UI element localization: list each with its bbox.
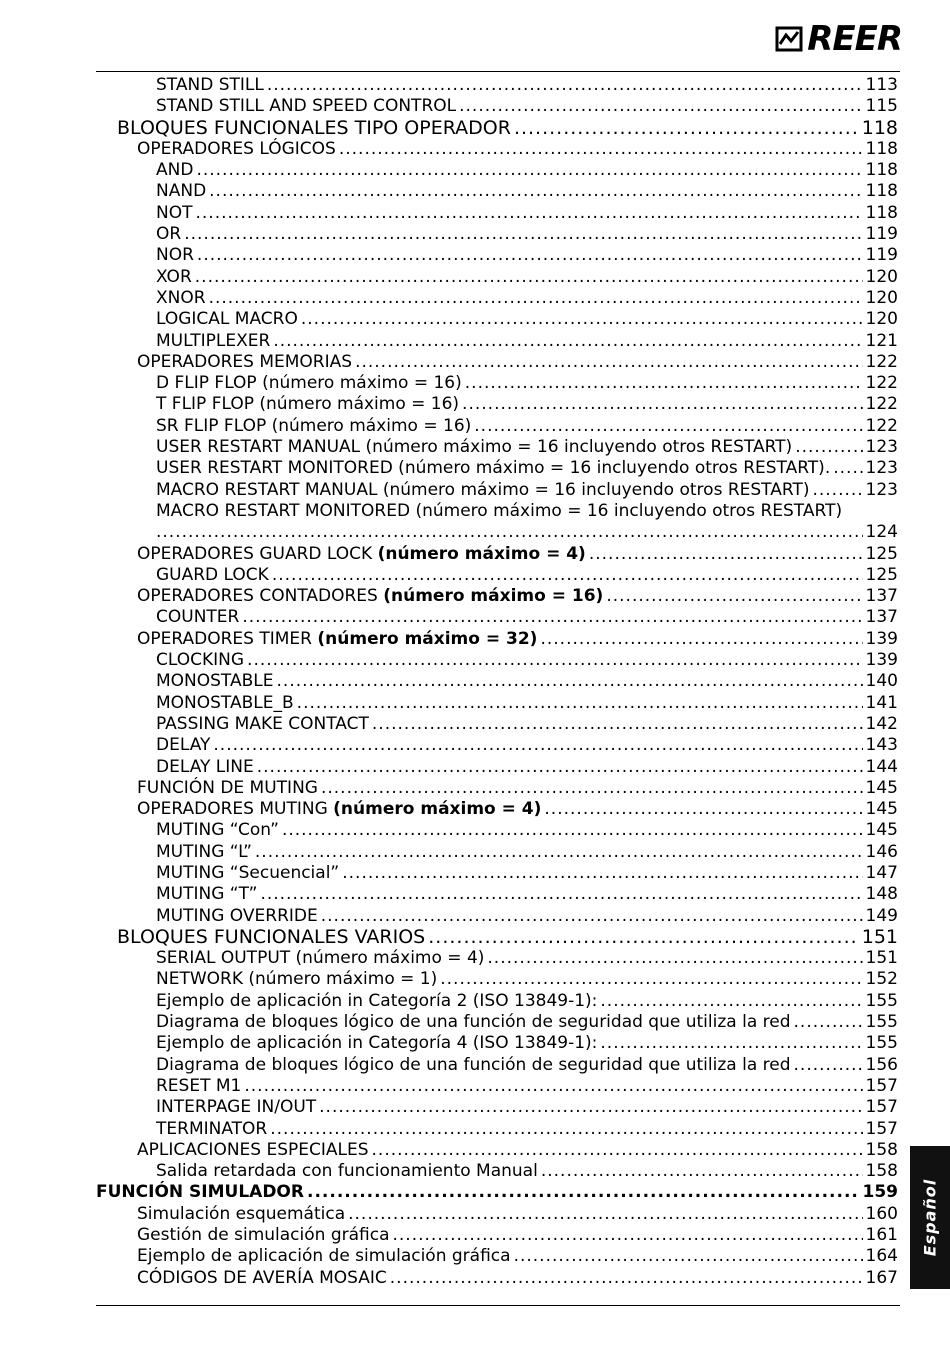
toc-entry-title: Salida retardada con funcionamiento Manual (156, 1161, 538, 1182)
toc-entry-title: BLOQUES FUNCIONALES VARIOS (117, 925, 426, 948)
toc-entry-title: OPERADORES LÓGICOS (137, 138, 336, 159)
toc-entry-page: 118 (865, 138, 898, 159)
toc-leader-dots (156, 522, 863, 543)
brand-name: REER (807, 19, 902, 59)
toc-entry[interactable] (96, 1076, 898, 1097)
toc-entry-title: NAND (156, 181, 207, 202)
toc-entry[interactable] (96, 693, 898, 714)
toc-entry[interactable] (96, 1012, 898, 1033)
toc-entry-title: MUTING “T” (156, 884, 258, 905)
toc-entry[interactable] (96, 203, 898, 224)
toc-entry-page: 123 (865, 437, 898, 458)
toc-entry-page: 156 (865, 1054, 898, 1075)
toc-entry-page: 157 (865, 1075, 898, 1096)
toc-entry[interactable] (96, 842, 898, 863)
toc-entry-page: 164 (865, 1246, 898, 1267)
toc-leader-dots (184, 224, 862, 245)
toc-leader-dots (541, 1161, 863, 1182)
toc-leader-dots (282, 820, 863, 841)
toc-entry-page: 143 (865, 735, 898, 756)
language-tab-label: Español (920, 1178, 940, 1257)
toc-leader-dots (440, 969, 862, 990)
toc-entry[interactable] (96, 714, 898, 735)
toc-entry[interactable] (96, 671, 898, 692)
toc-entry[interactable] (96, 1119, 898, 1140)
toc-leader-dots (272, 565, 863, 586)
toc-entry-title: NETWORK (número máximo = 1) (156, 969, 438, 990)
toc-entry-page: 119 (865, 224, 898, 245)
toc-leader-dots (321, 906, 863, 927)
toc-entry-title: OPERADORES CONTADORES (número máximo = 16) (137, 586, 604, 607)
toc-entry-title: COUNTER (156, 607, 240, 628)
toc-leader-dots (794, 1055, 863, 1076)
toc-entry-title: APLICACIONES ESPECIALES (137, 1139, 369, 1160)
toc-entry-page: 139 (865, 628, 898, 649)
toc-entry[interactable] (96, 1140, 898, 1161)
toc-leader-dots (600, 1033, 862, 1054)
toc-entry[interactable] (96, 586, 898, 607)
toc-entry-title: MONOSTABLE (156, 671, 274, 692)
toc-entry-title: STAND STILL AND SPEED CONTROL (156, 96, 457, 117)
toc-entry-page: 146 (865, 841, 898, 862)
toc-entry-title: MACRO RESTART MONITORED (número máximo = 16 incluyendo otros RESTART) (156, 500, 843, 521)
toc-entry-title: DELAY (156, 735, 211, 756)
toc-entry-page: 125 (865, 543, 898, 564)
toc-entry-page: 137 (865, 607, 898, 628)
toc-leader-dots (393, 1225, 863, 1246)
toc-entry-page: 160 (865, 1203, 898, 1224)
toc-leader-dots (196, 160, 862, 181)
toc-entry-title: LOGICAL MACRO (156, 309, 298, 330)
toc-entry-page: 155 (865, 1033, 898, 1054)
toc-entry-page: 123 (865, 479, 898, 500)
toc-leader-dots (244, 1076, 862, 1097)
toc-leader-dots (339, 139, 863, 160)
toc-entry-page: 155 (865, 990, 898, 1011)
toc-entry-page: 157 (865, 1118, 898, 1139)
toc-entry[interactable] (96, 991, 898, 1012)
toc-entry-page: 140 (865, 671, 898, 692)
toc-entry[interactable] (96, 394, 898, 415)
toc-leader-dots (277, 671, 863, 692)
toc-entry[interactable] (96, 565, 898, 586)
toc-leader-dots (544, 799, 862, 820)
toc-entry-page: 144 (865, 756, 898, 777)
footer-rule (96, 1305, 900, 1306)
toc-leader-dots (301, 309, 863, 330)
toc-entry[interactable] (96, 906, 898, 927)
toc-entry[interactable] (96, 969, 898, 990)
toc-entry-title: MUTING “L” (156, 841, 252, 862)
toc-entry-title: Simulación esquemática (137, 1203, 346, 1224)
toc-entry-title: MONOSTABLE_B (156, 692, 294, 713)
toc-leader-dots (514, 1246, 863, 1267)
toc-leader-dots (540, 629, 862, 650)
toc-entry-page: 147 (865, 862, 898, 883)
toc-entry[interactable] (96, 118, 898, 139)
toc-entry-page: 141 (865, 692, 898, 713)
toc-entry-page: 115 (865, 96, 898, 117)
toc-entry-title: CLOCKING (156, 650, 245, 671)
toc-leader-dots (260, 884, 862, 905)
toc-entry[interactable] (96, 650, 898, 671)
toc-entry-title: Diagrama de bloques lógico de una función de seguridad que utiliza la red (156, 1012, 791, 1033)
toc-entry-page: 152 (865, 969, 898, 990)
toc-entry[interactable] (96, 160, 898, 181)
toc-entry-page: 158 (865, 1161, 898, 1182)
toc-leader-dots (213, 735, 862, 756)
toc-leader-dots (465, 373, 863, 394)
toc-entry-page: 157 (865, 1097, 898, 1118)
toc-entry-page: 120 (865, 309, 898, 330)
toc-entry[interactable] (96, 820, 898, 841)
toc-entry[interactable] (96, 735, 898, 756)
toc-entry-title: Ejemplo de aplicación in Categoría 2 (ISO 13849-1): (156, 990, 598, 1011)
toc-leader-dots (257, 757, 863, 778)
toc-entry-page: 167 (865, 1267, 898, 1288)
toc-entry-page: 124 (865, 522, 898, 543)
toc-entry[interactable] (96, 458, 898, 479)
toc-entry[interactable] (96, 607, 898, 628)
toc-leader-dots (428, 927, 858, 948)
toc-entry-page: 119 (865, 245, 898, 266)
toc-leader-dots (242, 607, 862, 628)
toc-entry[interactable] (96, 863, 898, 884)
toc-entry-page: 118 (865, 202, 898, 223)
toc-entry[interactable] (96, 1033, 898, 1054)
toc-leader-dots (297, 693, 863, 714)
toc-entry[interactable] (96, 1182, 898, 1203)
toc-leader-dots (267, 75, 863, 96)
toc-entry-page: 122 (865, 394, 898, 415)
toc-leader-dots (197, 245, 863, 266)
toc-entry-page: 121 (865, 330, 898, 351)
toc-entry[interactable] (96, 1246, 898, 1267)
toc-leader-dots (589, 544, 863, 565)
toc-entry-title: XOR (156, 266, 192, 287)
toc-leader-dots (195, 267, 863, 288)
toc-entry-title: MUTING OVERRIDE (156, 905, 318, 926)
toc-entry-page: 120 (865, 266, 898, 287)
toc-entry-title: T FLIP FLOP (número máximo = 16) (156, 394, 460, 415)
header-rule (96, 71, 900, 72)
toc-leader-dots (307, 1182, 860, 1203)
toc-leader-dots (247, 650, 863, 671)
toc-entry-page: 118 (865, 160, 898, 181)
toc-entry-title: AND (156, 160, 194, 181)
toc-entry[interactable] (96, 948, 898, 969)
toc-entry[interactable] (96, 1225, 898, 1246)
toc-entry-page: 137 (865, 586, 898, 607)
toc-entry-title: OPERADORES MUTING (número máximo = 4) (137, 799, 542, 820)
toc-entry-page: 139 (865, 650, 898, 671)
toc-entry[interactable] (96, 352, 898, 373)
toc-entry-title: STAND STILL (156, 75, 264, 95)
toc-entry-page: 122 (865, 415, 898, 436)
toc-entry-title: NOT (156, 202, 193, 223)
toc-entry-page: 142 (865, 713, 898, 734)
toc-leader-dots (209, 181, 862, 202)
toc-leader-dots (514, 118, 859, 139)
toc-entry-title: OPERADORES TIMER (número máximo = 32) (137, 628, 538, 649)
toc-entry[interactable] (96, 778, 898, 799)
toc-entry-title: PASSING MAKE CONTACT (156, 713, 369, 734)
toc-leader-dots (833, 458, 862, 479)
toc-entry[interactable] (96, 1161, 898, 1182)
toc-entry-page: 161 (865, 1225, 898, 1246)
toc-entry-title: CÓDIGOS DE AVERÍA MOSAIC (137, 1267, 387, 1288)
toc-leader-dots (459, 96, 862, 117)
toc-entry-title: USER RESTART MONITORED (número máximo = 16 incluyendo otros RESTART). (156, 458, 831, 479)
toc-entry[interactable] (96, 884, 898, 905)
toc-entry-page: 151 (865, 948, 898, 969)
toc-entry-page: 122 (865, 351, 898, 372)
toc-entry-page: 159 (862, 1182, 898, 1203)
toc-leader-dots (348, 1204, 862, 1225)
toc-leader-dots (372, 714, 863, 735)
toc-entry[interactable] (96, 416, 898, 437)
toc-entry[interactable] (96, 629, 898, 650)
toc-entry[interactable] (96, 139, 898, 160)
toc-leader-dots (390, 1268, 863, 1289)
toc-entry-title: NOR (156, 245, 194, 266)
toc-entry[interactable] (96, 224, 898, 245)
toc-entry-title: RESET M1 (156, 1075, 242, 1096)
toc-entry[interactable] (96, 96, 898, 117)
toc-entry-page: 118 (861, 116, 898, 139)
toc-entry[interactable] (96, 1204, 898, 1225)
toc-entry-page: 113 (865, 75, 898, 95)
toc-leader-dots (606, 586, 862, 607)
toc-entry-title: DELAY LINE (156, 756, 254, 777)
toc-leader-dots (255, 842, 863, 863)
toc-entry-page: 120 (865, 287, 898, 308)
toc-entry-title: GUARD LOCK (156, 564, 269, 585)
toc-entry[interactable] (96, 799, 898, 820)
toc-leader-dots (270, 1119, 862, 1140)
toc-entry[interactable] (96, 267, 898, 288)
toc-entry[interactable] (96, 437, 898, 458)
toc-entry[interactable] (96, 309, 898, 330)
toc-entry-title: TERMINATOR (156, 1118, 268, 1139)
toc-entry[interactable] (96, 1055, 898, 1076)
toc-entry-title: BLOQUES FUNCIONALES TIPO OPERADOR (117, 116, 511, 139)
toc-entry-title: Gestión de simulación gráfica (137, 1225, 390, 1246)
toc-entry-page: 148 (865, 884, 898, 905)
toc-leader-dots (319, 1097, 862, 1118)
toc-leader-dots (462, 394, 863, 415)
toc-entry[interactable] (96, 245, 898, 266)
toc-entry-page: 145 (865, 777, 898, 798)
toc-entry-page: 145 (865, 799, 898, 820)
toc-leader-dots (794, 1012, 863, 1033)
toc-entry-page: 118 (865, 181, 898, 202)
toc-entry-title: MACRO RESTART MANUAL (número máximo = 16 incluyendo otros RESTART) (156, 479, 810, 500)
toc-entry-title: FUNCIÓN DE MUTING (137, 777, 318, 798)
toc-entry[interactable] (96, 373, 898, 394)
toc-entry[interactable] (96, 181, 898, 202)
toc-entry-page: 149 (865, 905, 898, 926)
toc-leader-dots (600, 991, 862, 1012)
toc-entry-title: FUNCIÓN SIMULADOR (96, 1182, 304, 1203)
toc-entry-title: Ejemplo de aplicación in Categoría 4 (ISO 13849-1): (156, 1033, 598, 1054)
toc-entry-page: 155 (865, 1012, 898, 1033)
toc-entry-title: D FLIP FLOP (número máximo = 16) (156, 373, 462, 394)
language-tab (910, 1146, 950, 1289)
toc-leader-dots (355, 352, 862, 373)
toc-entry[interactable] (96, 480, 898, 501)
toc-entry-page: 123 (865, 458, 898, 479)
toc-entry[interactable] (96, 75, 898, 96)
toc-entry[interactable] (96, 288, 898, 309)
toc-entry-title: OPERADORES MEMORIAS (137, 351, 353, 372)
toc-entry-title: SERIAL OUTPUT (número máximo = 4) (156, 948, 485, 969)
toc-leader-dots (812, 480, 862, 501)
toc-entry-title: Ejemplo de aplicación de simulación gráfica (137, 1246, 511, 1267)
toc-entry-page: 125 (865, 564, 898, 585)
toc-entry-title: XNOR (156, 287, 206, 308)
toc-entry-title: OPERADORES GUARD LOCK (número máximo = 4) (137, 543, 586, 564)
toc-entry[interactable] (96, 1097, 898, 1118)
toc-entry-title: MUTING “Secuencial” (156, 862, 340, 883)
toc-leader-dots (372, 1140, 863, 1161)
toc-leader-dots (474, 416, 862, 437)
toc-entry-title: SR FLIP FLOP (número máximo = 16) (156, 415, 472, 436)
toc-entry[interactable] (96, 331, 898, 352)
toc-entry-page: 151 (861, 925, 898, 948)
toc-leader-dots (209, 288, 863, 309)
toc-entry-title: MULTIPLEXER (156, 330, 271, 351)
toc-leader-dots (342, 863, 862, 884)
toc-leader-dots (195, 203, 862, 224)
toc-entry-title: USER RESTART MANUAL (número máximo = 16 incluyendo otros RESTART) (156, 437, 793, 458)
toc-leader-dots (487, 948, 862, 969)
reer-logo-icon (775, 24, 805, 54)
brand-logo (775, 19, 902, 59)
toc-entry[interactable] (96, 544, 898, 565)
toc-leader-dots (795, 437, 862, 458)
toc-entry[interactable] (96, 927, 898, 948)
toc-entry-title: Diagrama de bloques lógico de una función de seguridad que utiliza la red (156, 1054, 791, 1075)
toc-entry-page: 122 (865, 373, 898, 394)
toc-entry-page: 158 (865, 1139, 898, 1160)
toc-entry-title: OR (156, 224, 182, 245)
toc-entry[interactable] (96, 1268, 898, 1289)
toc-entry[interactable] (96, 501, 898, 544)
toc-leader-dots (273, 331, 862, 352)
toc-entry-title: INTERPAGE IN/OUT (156, 1097, 317, 1118)
toc-entry-page: 145 (865, 820, 898, 841)
table-of-contents (96, 75, 898, 1289)
toc-entry[interactable] (96, 757, 898, 778)
toc-leader-dots (321, 778, 863, 799)
toc-entry-title: MUTING “Con” (156, 820, 279, 841)
